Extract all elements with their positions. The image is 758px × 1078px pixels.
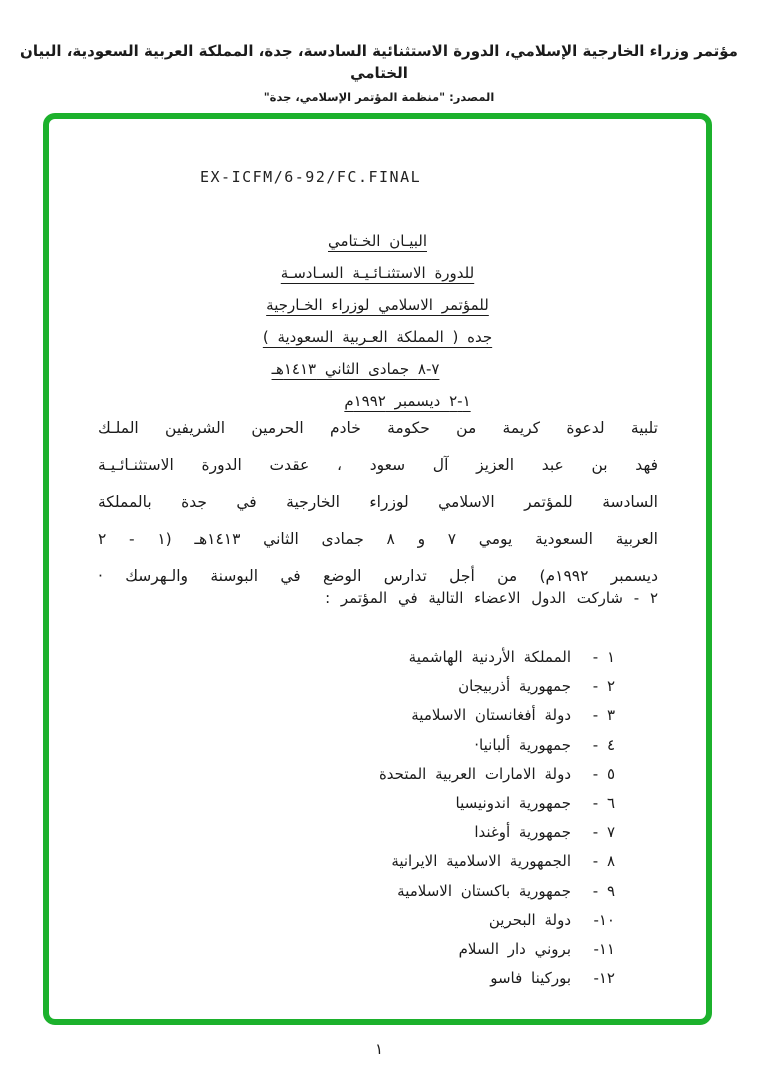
title-line-gregorian-date: ١-٢ ديسمبر ١٩٩٢م [344, 392, 471, 410]
country-item [379, 672, 615, 701]
country-number: ١٠- [593, 910, 615, 929]
country-number: ٤ - [592, 735, 615, 754]
title-line: للمؤتمر الاسلامي لوزراء الخـارجية [266, 296, 489, 314]
country-number: ١ - [592, 648, 615, 666]
paragraph-line: تلبية لدعوة كريمة من حكومة خادم الحرمين الشريفين الملـك [98, 419, 658, 437]
document-frame [43, 113, 712, 1025]
paragraph-line: السادسة للمؤتمر الاسلامي لوزراء الخارجية في جدة بالمملكة [98, 493, 658, 511]
title-line: للدورة الاستثنـائـيـة السـادسـة [280, 264, 475, 282]
title-line: جده ( المملكة العـربية السعودية ) [262, 328, 493, 346]
country-number: ٢ - [592, 677, 615, 696]
title-line-hijri-date: ٧-٨ جمادى الثاني ١٤١٣هـ [271, 360, 440, 378]
page-number: ١ [374, 1040, 384, 1058]
country-number: ٨ - [592, 852, 615, 871]
country-item [379, 935, 615, 964]
country-name: بروني دار السلام [458, 940, 571, 959]
country-item [379, 906, 615, 935]
country-number: ١١- [593, 940, 615, 959]
country-name: دولة الامارات العربية المتحدة [378, 764, 571, 783]
country-item [379, 643, 615, 672]
country-name: جمهورية ألبانيا· [474, 735, 571, 754]
country-item [379, 731, 615, 760]
document-reference: EX-ICFM/6-92/FC.FINAL [200, 168, 422, 186]
country-name: المملكة الأردنية الهاشمية [408, 648, 571, 666]
country-item [379, 701, 615, 730]
country-name: دولة البحرين [488, 910, 571, 929]
country-number: ٣ - [592, 706, 615, 725]
intro-paragraph [98, 410, 658, 595]
paragraph-line: العربية السعودية يومي ٧ و ٨ جمادى الثاني ١٤١٣هـ (١ - ٢ [98, 530, 658, 548]
country-name: دولة أفغانستان الاسلامية [411, 706, 571, 725]
country-number: ٧ - [592, 823, 615, 842]
country-item [379, 789, 615, 818]
country-item [379, 818, 615, 847]
country-item [379, 877, 615, 906]
country-name: جمهورية أوغندا [474, 823, 571, 842]
country-name: جمهورية اندونيسيا [455, 794, 571, 813]
country-item [379, 847, 615, 876]
report-header [0, 40, 758, 104]
country-item [379, 760, 615, 789]
header-title: مؤتمر وزراء الخارجية الإسلامي، الدورة الاستثنائية السادسة، جدة، المملكة العربية السعودية، البيان الختامي [20, 42, 738, 82]
paragraph-line: فهد بن عبد العزيز آل سعود ، عقدت الدورة الاستثنـائـيـة [98, 456, 658, 474]
participants-heading: ٢ - شاركت الدول الاعضاء التالية في المؤتمر : [325, 589, 658, 607]
country-name: جمهورية أذربيجان [458, 677, 571, 696]
country-name: بوركينا فاسو [490, 969, 571, 988]
paragraph-line: ديسمبر ١٩٩٢م) من أجل تدارس الوضع في البوسنة والـهرسك · [98, 567, 658, 585]
countries-list [379, 643, 615, 993]
country-name: جمهورية باكستان الاسلامية [397, 881, 571, 900]
header-source: المصدر: "منظمة المؤتمر الإسلامي، جدة" [263, 90, 495, 104]
document-title-block [49, 225, 706, 417]
country-number: ٩ - [592, 881, 615, 900]
country-item [379, 964, 615, 993]
country-number: ٥ - [592, 764, 615, 783]
title-line: البيـان الخـتامي [328, 232, 427, 250]
country-number: ١٢- [593, 969, 615, 988]
country-number: ٦ - [592, 794, 615, 813]
country-name: الجمهورية الاسلامية الايرانية [391, 852, 571, 871]
